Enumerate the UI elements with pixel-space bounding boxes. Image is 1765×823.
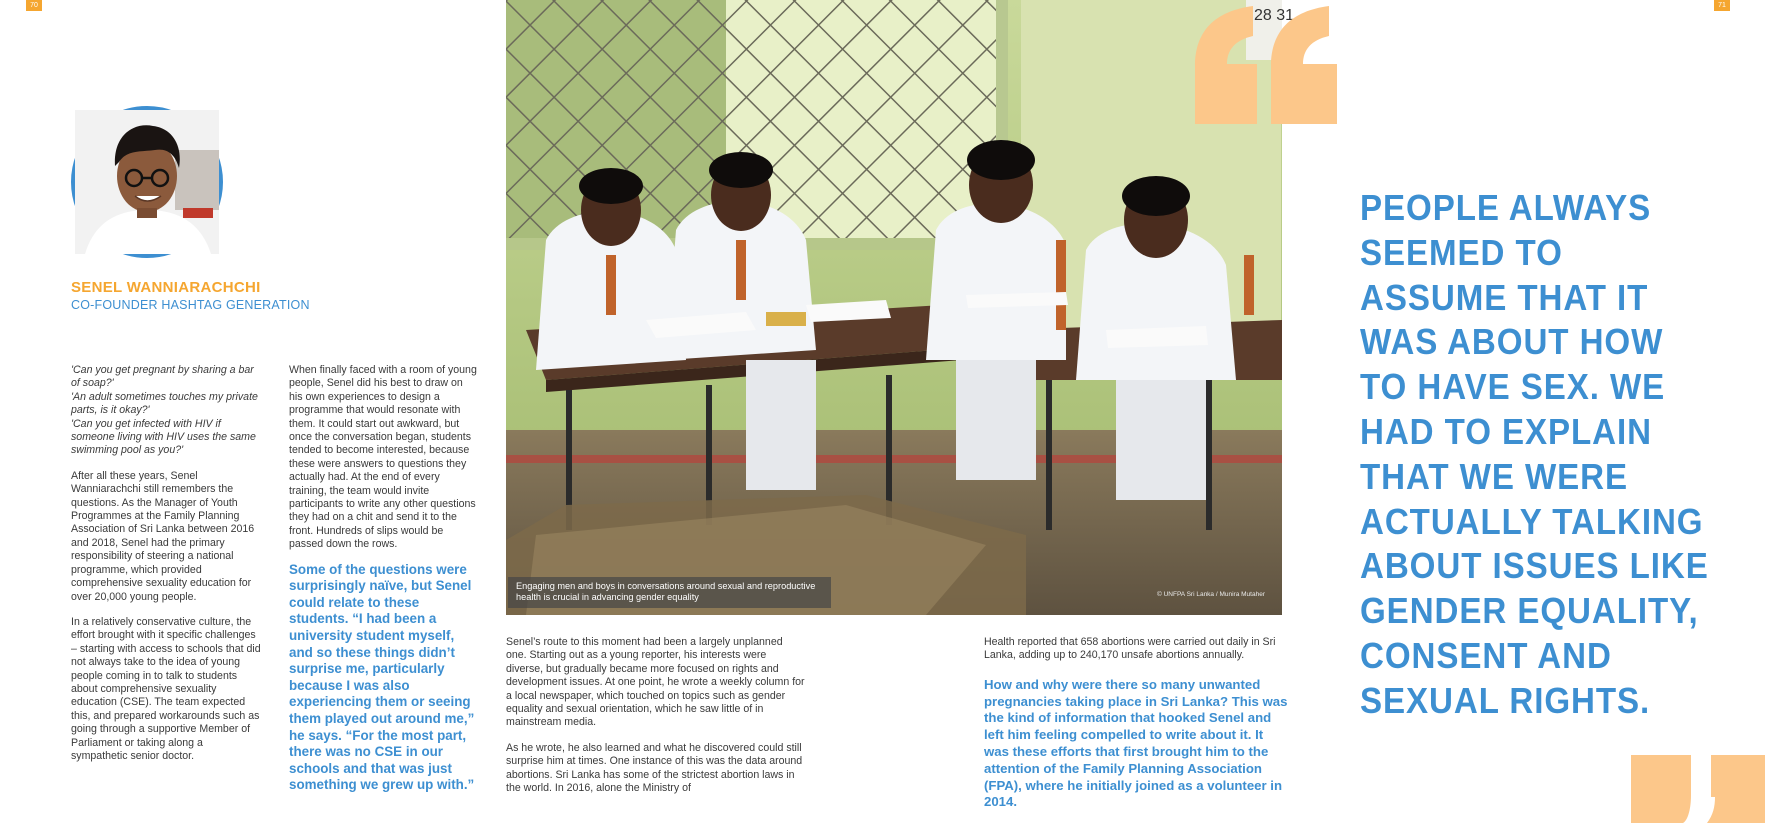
open-quote-icon — [1195, 6, 1337, 124]
page-number-left: 70 — [26, 0, 42, 11]
paragraph: Health reported that 658 abortions were carried out daily in Sri Lanka, adding up to 240,170 unsafe abortions annually. — [984, 636, 1276, 662]
paragraph: Senel’s route to this moment had been a largely unplanned one. Starting out as a young reporter, his interests were diverse, but gradually became more focused on rights and development issues. At one point, he wrote a weekly column for a local newspaper, which touched on topics such as gender equality and sexual orientation, which he saw little of in mainstream media. — [506, 636, 805, 729]
profile-name: SENEL WANNIARACHCHI — [71, 279, 261, 296]
text-column-1 — [71, 364, 261, 775]
paragraph: In a relatively conservative culture, the effort brought with it specific challenges – starting with access to schools that did not always take to the idea of young people coming in to talk to students about comprehensive sexuality education (CSE). The team expected this, and prepared workarounds such as going through a supportive Member of Parliament or taking along a sympathetic senior doctor. — [71, 615, 261, 762]
close-quote-icon — [1631, 755, 1765, 823]
page-number-right: 71 — [1714, 0, 1730, 11]
question-2: 'An adult sometimes touches my private parts, is it okay?' — [71, 390, 258, 417]
paragraph: As he wrote, he also learned and what he discovered could still surprise him at times. One instance of this was the data around abortions. Sri Lanka has some of the strictest abortion laws in the world. In 2016, alone the Ministry of — [506, 741, 803, 795]
highlighted-quote: How and why were there so many unwanted pregnancies taking place in Sri Lanka? This was the kind of information that hooked Senel and left him feeling compelled to write about it. It was these efforts that first brought him to the attention of the Family Planning Association (FPA), where he initially joined as a volunteer in 2014. — [984, 676, 1288, 810]
profile-role: CO-FOUNDER HASHTAG GENERATION — [71, 298, 310, 312]
student-questions — [71, 364, 261, 458]
photo-credit: © UNFPA Sri Lanka / Munira Mutaher — [1157, 591, 1265, 598]
question-3: 'Can you get infected with HIV if someone living with HIV uses the same swimming pool as you?' — [71, 417, 256, 457]
question-1: 'Can you get pregnant by sharing a bar of soap?' — [71, 364, 254, 390]
pull-quote: PEOPLE ALWAYS SEEMED TO ASSUME THAT IT WAS ABOUT HOW TO HAVE SEX. WE HAD TO EXPLAIN THAT WE WERE ACTUALLY TALKING ABOUT ISSUES LIKE GENDER EQUALITY, CONSENT AND SEXUAL RIGHTS. — [1360, 187, 1709, 721]
text-column-2 — [289, 364, 479, 806]
wall-calendar: 28 31 — [1254, 7, 1295, 24]
paragraph: When finally faced with a room of young people, Senel did his best to draw on his own experiences to design a programme that would resonate with them. It could start out awkward, but once the conversation began, students tended to become interested, because these were answers to questions they actually had. At the end of every training, the team would invite participants to write any other questions they had on a chit and send it to the front. Hundreds of slips would be passed down the rows. — [289, 364, 477, 551]
photo-caption: Engaging men and boys in conversations around sexual and reproductive health is crucial in advancing gender equality — [508, 577, 831, 608]
highlighted-quote: Some of the questions were surprisingly naïve, but Senel could relate to these students. “I had been a university student myself, and so these things didn’t surprise me, particularly because I was also experiencing them or seeing them played out around me,” he says. “For the most part, there was no CSE in our schools and that was just something we grew up with.” — [289, 561, 475, 793]
avatar — [71, 106, 223, 258]
classroom-photo — [506, 0, 1295, 615]
paragraph: After all these years, Senel Wanniarachchi still remembers the questions. As the Manager of Youth Programmes at the Family Planning Association of Sri Lanka between 2016 and 2018, Senel had the primary responsibility of steering a national programme, which provided comprehensive sexuality education for over 20,000 young people. — [71, 469, 255, 603]
portrait-image — [75, 110, 219, 254]
text-column-4 — [984, 636, 1289, 823]
text-column-3 — [506, 636, 806, 807]
